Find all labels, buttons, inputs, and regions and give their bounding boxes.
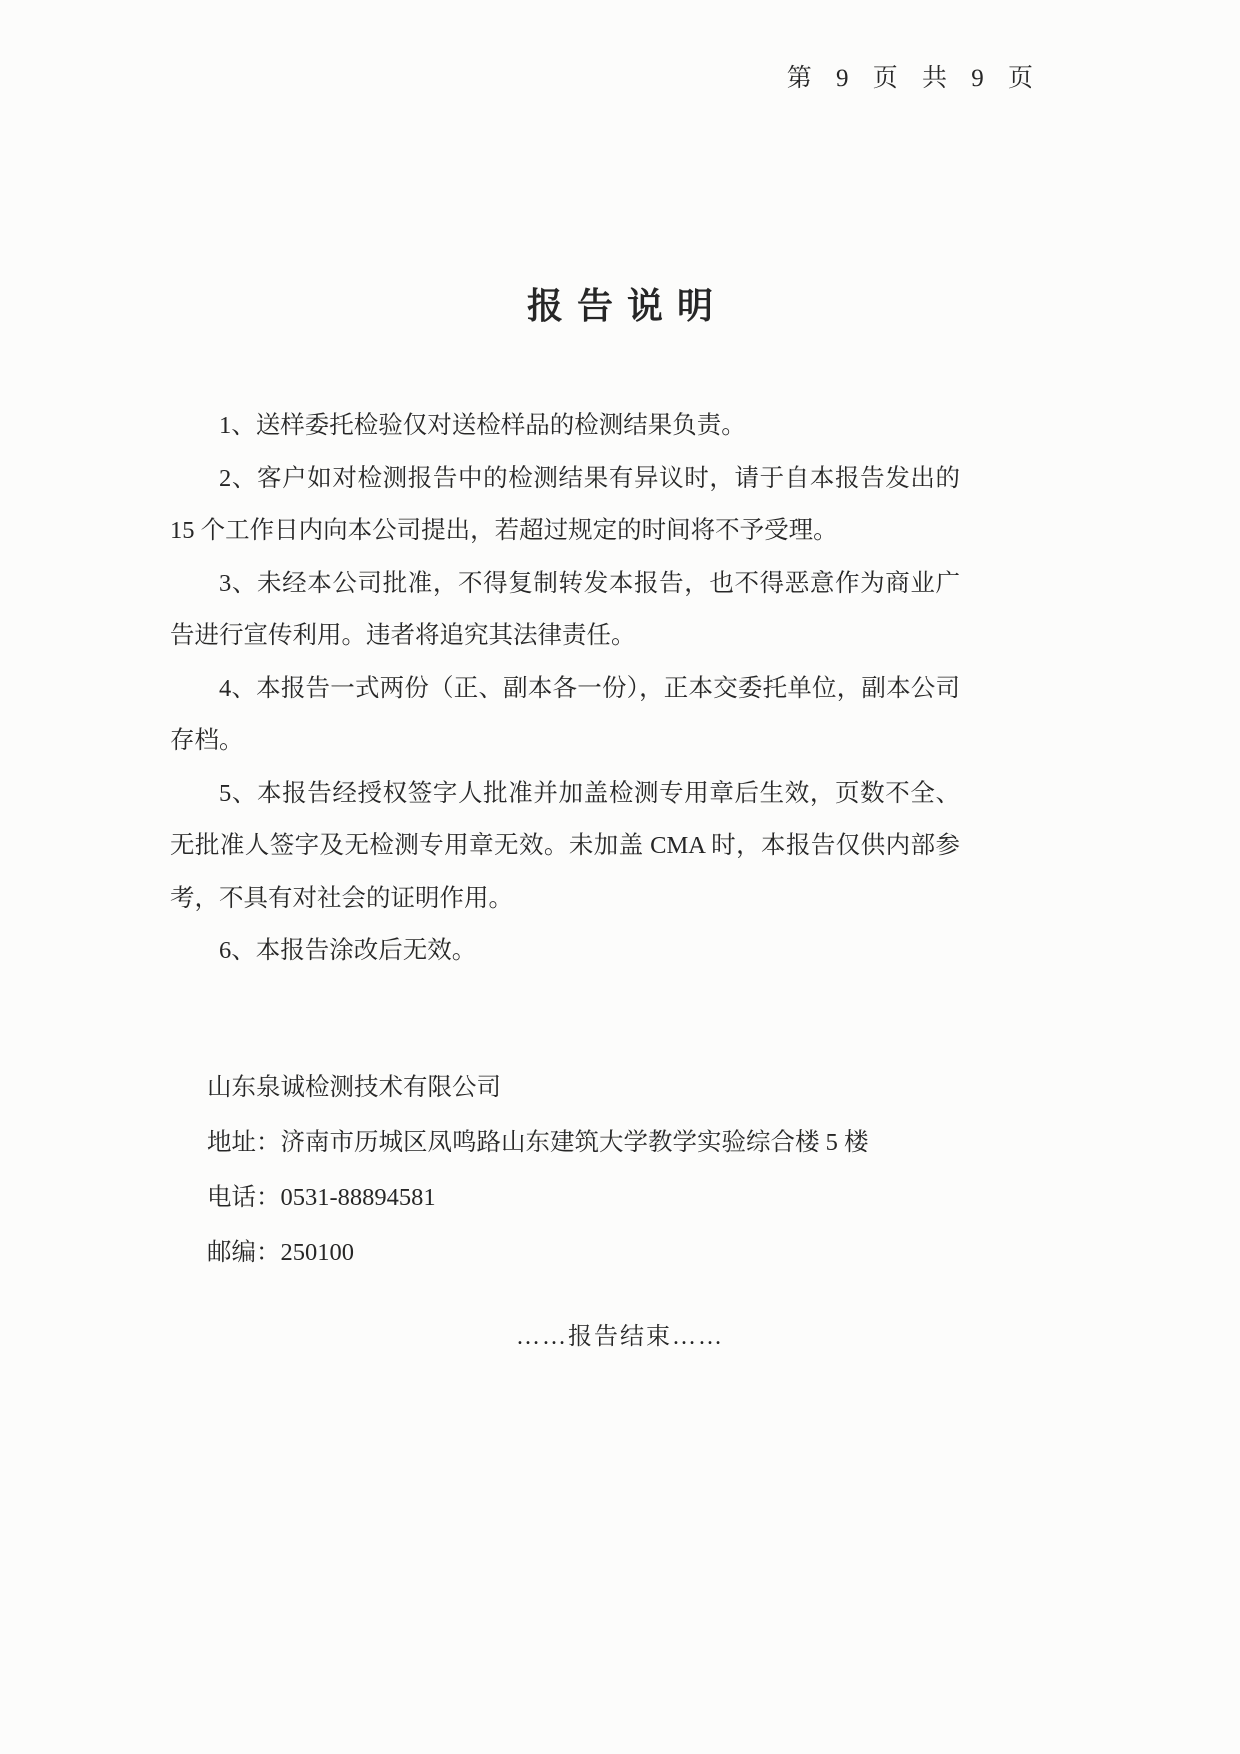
page-title: 报告说明 xyxy=(526,286,727,327)
company-phone: 电话：0531-88894581 xyxy=(207,1184,436,1211)
note-item-5: 5、本报告经授权签字人批准并加盖检测专用章后生效，页数不全、无批准人签字及无检测专用章无效。未加盖 CMA 时，本报告仅供内部参考，不具有对社会的证明作用。 xyxy=(170,779,960,912)
note-item-1: 1、送样委托检验仅对送检样品的检测结果负责。 xyxy=(219,412,746,439)
notes-list xyxy=(170,400,960,978)
note-item-2: 2、客户如对检测报告中的检测结果有异议时，请于自本报告发出的 15 个工作日内向本公司提出，若超过规定的时间将不予受理。 xyxy=(170,464,960,544)
company-name: 山东泉诚检测技术有限公司 xyxy=(207,1074,501,1101)
note-item-3: 3、未经本公司批准，不得复制转发本报告，也不得恶意作为商业广告进行宣传利用。违者将追究其法律责任。 xyxy=(170,569,960,649)
report-end-marker: ……报告结束…… xyxy=(516,1324,724,1350)
note-item-4: 4、本报告一式两份（正、副本各一份），正本交委托单位，副本公司存档。 xyxy=(170,674,960,754)
page-number: 第 9 页 共 9 页 xyxy=(786,65,1042,92)
company-info xyxy=(207,1060,869,1280)
note-item-6: 6、本报告涂改后无效。 xyxy=(219,937,477,964)
company-address: 地址：济南市历城区凤鸣路山东建筑大学教学实验综合楼 5 楼 xyxy=(207,1129,869,1156)
company-postal-code: 邮编：250100 xyxy=(207,1239,354,1266)
